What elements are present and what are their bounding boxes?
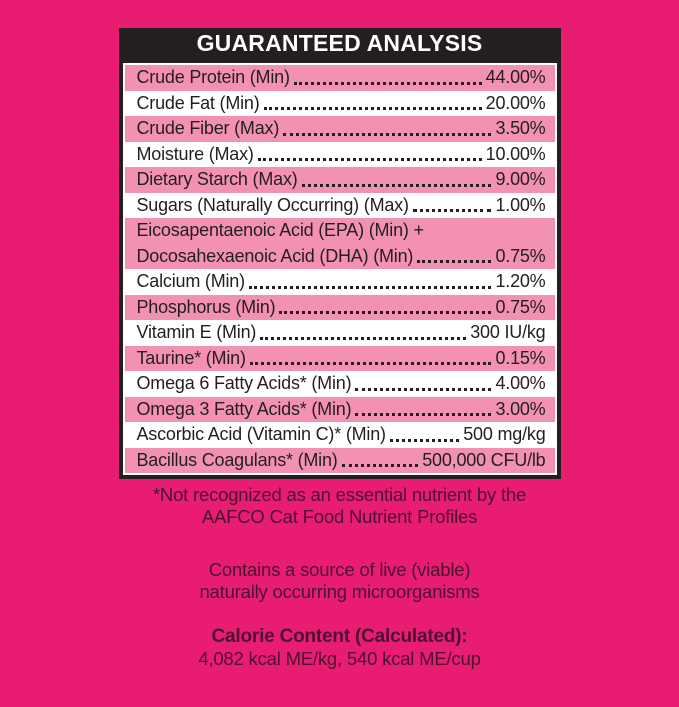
table-row [125,65,555,91]
row-label: Dietary Starch (Max) [136,169,298,189]
row-value: 500,000 CFU/lb [422,449,546,470]
dot-leader [355,413,491,416]
footnote-aafco-line1: *Not recognized as an essential nutrient by the [152,484,527,505]
dot-leader [279,311,491,314]
row-value: 3.50% [495,118,546,138]
row-label: Ascorbic Acid (Vitamin C)* (Min) [136,424,386,444]
analysis-table [119,59,561,479]
dot-leader [342,464,419,467]
row-value: 0.75% [495,296,546,317]
footnote-microorganisms [0,559,679,602]
footnote-microorganisms-line2: naturally occurring microorganisms [199,580,480,602]
footnote-aafco-line2: AAFCO Cat Food Nutrient Profiles [201,505,478,527]
row-label: Crude Protein (Min) [136,67,290,87]
row-value: 1.20% [495,271,546,291]
row-value: 0.15% [495,347,546,368]
table-row [125,167,555,193]
row-label: Bacillus Coagulans* (Min) [136,449,338,470]
table-row [125,116,555,142]
panel-title: GUARANTEED ANALYSIS [119,28,561,59]
table-row [125,422,555,448]
calorie-content-heading: Calorie Content (Calculated): [211,626,468,647]
dot-leader [390,439,459,442]
dot-leader [258,158,482,161]
row-label: Sugars (Naturally Occurring) (Max) [136,194,409,215]
row-value: 44.00% [485,67,546,87]
row-label: Crude Fat (Min) [136,92,260,113]
row-value: 20.00% [485,92,546,113]
row-label-continued: Docosahexaenoic Acid (DHA) (Min) [136,245,414,266]
calorie-content-values: 4,082 kcal ME/kg, 540 kcal ME/cup [198,648,481,669]
row-value: 0.75% [495,245,546,266]
calorie-content [0,625,679,670]
table-row-epa-dha [125,218,555,269]
row-value: 1.00% [495,194,546,215]
table-row [125,142,555,168]
dot-leader [355,388,491,391]
row-value: 300 IU/kg [470,322,546,342]
table-row [125,346,555,372]
row-value: 3.00% [495,398,546,419]
table-row [125,320,555,346]
row-label: Omega 6 Fatty Acids* (Min) [136,373,352,393]
guaranteed-analysis-panel [119,28,561,479]
table-row [125,397,555,423]
row-value: 10.00% [485,143,546,164]
footnote-microorganisms-line1: Contains a source of live (viable) [208,559,471,580]
table-row [125,295,555,321]
row-label: Vitamin E (Min) [136,322,257,342]
table-row [125,448,555,474]
dot-leader [250,362,492,365]
table-row [125,269,555,295]
row-label: Crude Fiber (Max) [136,118,280,138]
dot-leader [264,107,482,110]
dot-leader [283,133,491,136]
row-label: Phosphorus (Min) [136,296,276,317]
row-value: 4.00% [495,373,546,393]
row-label: Calcium (Min) [136,271,245,291]
dot-leader [413,209,492,212]
row-label: Omega 3 Fatty Acids* (Min) [136,398,352,419]
row-label: Moisture (Max) [136,143,254,164]
row-value: 500 mg/kg [463,424,546,444]
dot-leader [417,260,491,263]
dot-leader [294,82,482,85]
dot-leader [260,337,466,340]
table-row [125,193,555,219]
row-value: 9.00% [495,169,546,189]
table-row [125,371,555,397]
row-label: Taurine* (Min) [136,347,246,368]
dot-leader [302,184,492,187]
footnote-aafco [0,484,679,527]
table-row [125,91,555,117]
dot-leader [249,286,492,289]
row-label: Eicosapentaenoic Acid (EPA) (Min) + [136,220,424,240]
